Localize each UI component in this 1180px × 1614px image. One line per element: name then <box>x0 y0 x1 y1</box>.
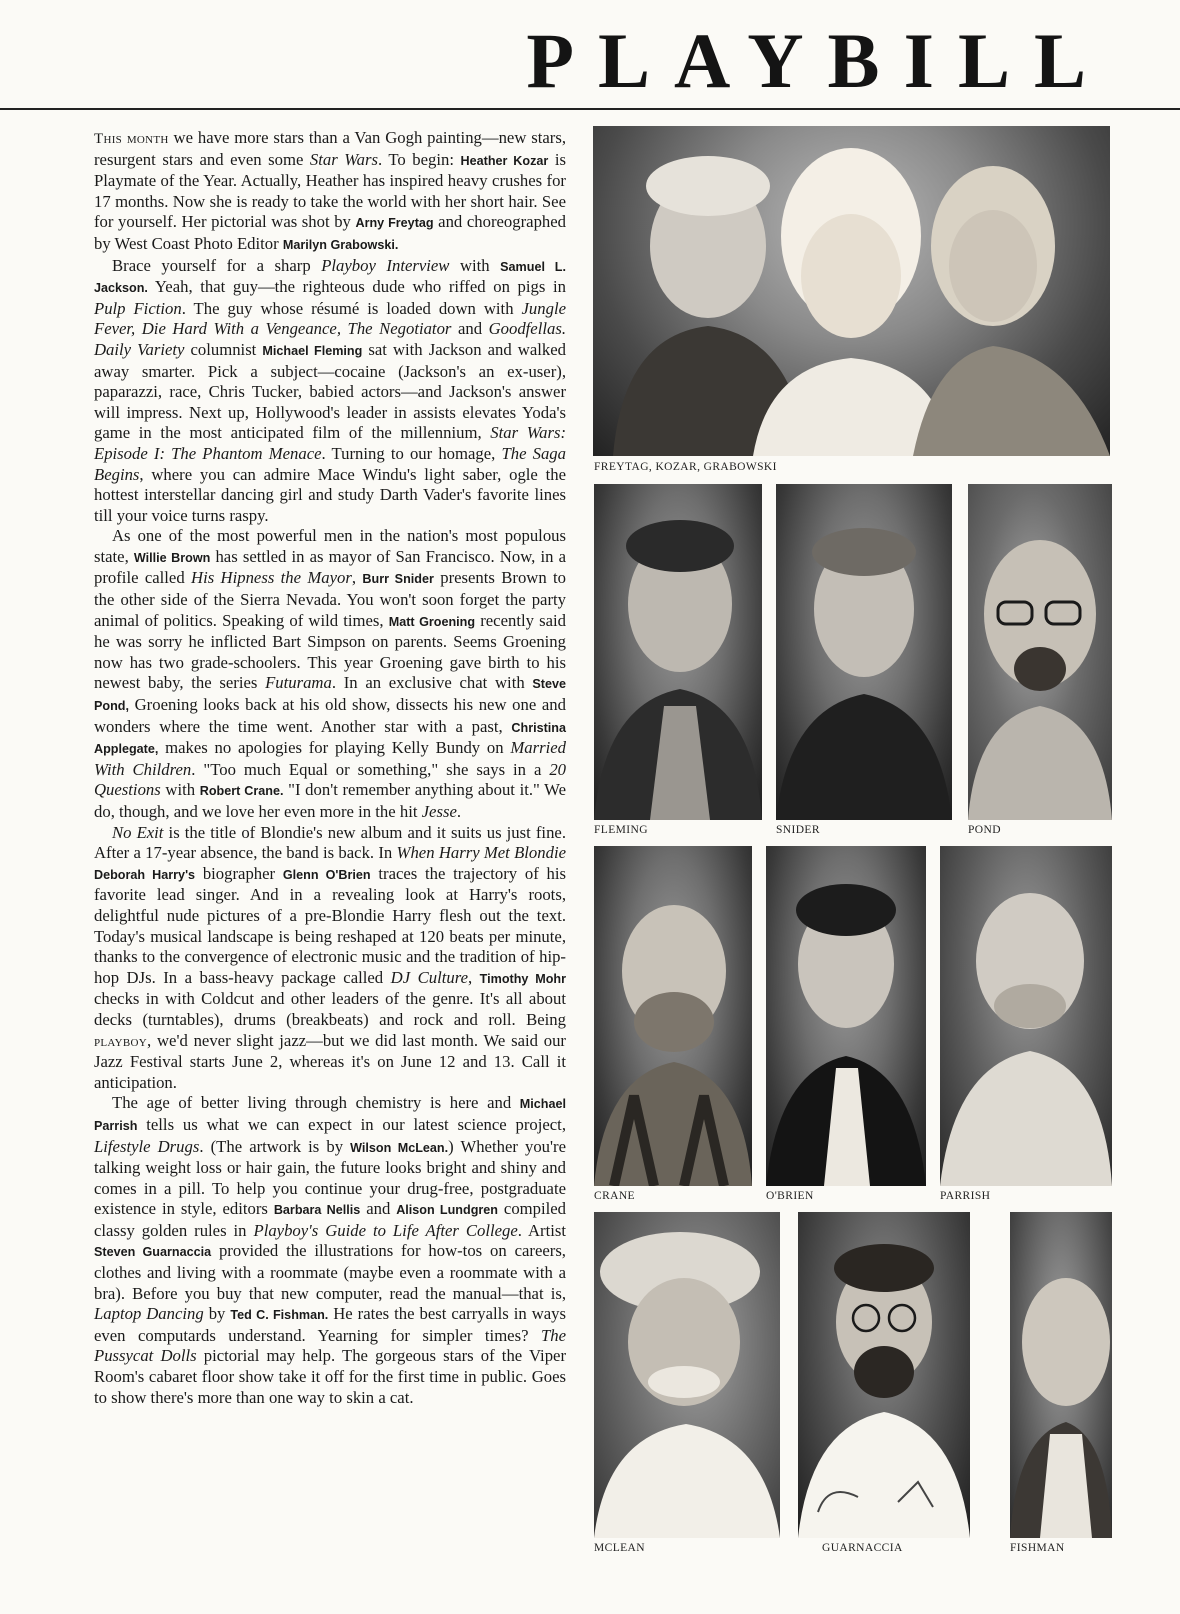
text-run: and <box>451 319 489 339</box>
contributor-name: Barbara Nellis <box>273 1203 361 1218</box>
italic-title: Jesse <box>421 802 457 821</box>
photo-pond <box>968 484 1112 820</box>
text-run: . In an exclusive chat with <box>331 673 533 693</box>
contributor-name: Wilson McLean. <box>350 1140 449 1155</box>
text-run: playboy <box>94 1033 148 1050</box>
text-run: . Artist <box>517 1220 566 1240</box>
caption-parrish: PARRISH <box>940 1190 991 1202</box>
italic-title: Jungle Fever, Die Hard With a Vengeance, The Negotiator <box>94 298 566 339</box>
photo-fishman <box>1010 1212 1112 1538</box>
text-run: sat with Jackson and walked away smarter. Pick a subject—cocaine (Jackson's an ex-user), paparazzi, race, Chris Tucker, babied actors—and Jackson's answer will impress. Next up, Hollywood's leader in assists elevates Yoda's game in the most anticipated film of the millennium, <box>94 339 566 443</box>
contributor-name: Steve Pond, <box>94 677 566 714</box>
text-run: , <box>351 568 363 588</box>
italic-title: Goodfellas. Daily Variety <box>94 319 566 359</box>
text-run: and <box>360 1199 397 1219</box>
masthead-rule <box>0 108 1180 110</box>
text-run: . To begin: <box>377 149 461 169</box>
italic-title: 20 Questions <box>94 759 567 800</box>
text-run: , we'd never slight jazz—but we did last month. We said our Jazz Festival starts June 2, whereas it's on June 12 and 13. Call it anticipation. <box>94 1030 566 1092</box>
text-run: makes no apologies for playing Kelly Bundy on <box>158 738 511 758</box>
contributor-name: Deborah Harry's <box>94 867 196 882</box>
text-run: biographer <box>195 863 283 883</box>
text-run: Yeah, that guy—the righteous dude who riffed on pigs in <box>147 277 566 297</box>
text-run: , <box>467 967 480 987</box>
text-run: Groening looks back at his old show, dissects his new one and wonders where the time went. Another star with a past, <box>94 695 566 736</box>
contributor-name: Arny Freytag <box>355 216 434 231</box>
contributor-name: Timothy Mohr <box>479 971 566 986</box>
photo-freytag-kozar-grabowski <box>593 126 1110 456</box>
italic-title: Pulp Fiction <box>94 298 182 318</box>
text-run: . The guy whose résumé is loaded down with <box>181 298 522 318</box>
caption-guarnaccia: GUARNACCIA <box>822 1542 903 1554</box>
photo-guarnaccia <box>798 1212 970 1538</box>
contributor-name: Steven Guarnaccia <box>94 1245 212 1260</box>
caption-snider: SNIDER <box>776 824 820 836</box>
photo-crane <box>594 846 752 1186</box>
photo-obrien <box>766 846 926 1186</box>
italic-title: The Pussycat Dolls <box>94 1325 566 1366</box>
italic-title: Lifestyle Drugs <box>94 1136 200 1156</box>
contributor-name: Marilyn Grabowski. <box>282 237 399 252</box>
article-paragraph <box>94 128 566 256</box>
text-run: columnist <box>184 339 263 359</box>
contributor-name: Robert Crane. <box>199 784 284 799</box>
caption-fishman: FISHMAN <box>1010 1542 1065 1554</box>
italic-title: His Hipness the Mayor <box>191 568 352 588</box>
contributor-name: Heather Kozar <box>460 153 549 168</box>
contributor-name: Christina Applegate, <box>94 720 566 757</box>
contributor-name: Michael Fleming <box>262 343 363 358</box>
text-run: This month <box>94 131 169 147</box>
text-run: . <box>456 802 462 821</box>
caption-main: FREYTAG, KOZAR, GRABOWSKI <box>594 461 777 473</box>
text-run: with <box>449 255 501 275</box>
italic-title: Playboy's Guide to Life After College <box>253 1220 518 1240</box>
article-paragraph <box>94 256 566 527</box>
text-run: tells us what we can expect in our latest science project, <box>137 1114 566 1134</box>
contributor-name: Burr Snider <box>362 572 434 587</box>
contributor-name: Samuel L. Jackson. <box>94 259 566 296</box>
text-run: recently said he was sorry he inflicted Bart Simpson on parents. Seems Groening now has two grade-schoolers. This year Groening gave birth to his newest baby, the series <box>94 610 566 693</box>
text-run: by <box>203 1304 231 1324</box>
text-run: provided the illustrations for how-tos on careers, clothes and living with a roommate (maybe even a roommate with a bra). Before you buy that new computer, read the manual—that is, <box>94 1241 566 1303</box>
text-run: compiled classy golden rules in <box>94 1199 567 1240</box>
contributor-name: Matt Groening <box>388 614 476 629</box>
text-run: . "Too much Equal or something," she says in a <box>191 759 550 779</box>
contributor-name: Willie Brown <box>133 550 211 565</box>
italic-title: When Harry Met Blondie <box>396 843 566 863</box>
text-run: and choreographed by West Coast Photo Editor <box>94 212 567 253</box>
caption-mclean: MCLEAN <box>594 1542 645 1554</box>
text-run: we have more stars than a Van Gogh painting—new stars, resurgent stars and even some <box>94 128 566 169</box>
text-run: presents Brown to the other side of the Sierra Nevada. You won't soon forget the party animal of politics. Speaking of wild times, <box>94 568 567 630</box>
photo-parrish <box>940 846 1112 1186</box>
text-run: has settled in as mayor of San Francisco. Now, in a profile called <box>94 546 566 588</box>
text-run: , where you can admire Mace Windu's light saber, ogle the hottest interstellar dancing girl and study Darth Vader's favorite lines till your voice turns raspy. <box>94 464 566 525</box>
italic-title: DJ Culture <box>390 967 468 987</box>
article-paragraph <box>94 1093 566 1408</box>
italic-title: Star Wars <box>309 149 378 169</box>
photo-mclean <box>594 1212 780 1538</box>
text-run: with <box>160 780 200 800</box>
article-paragraph <box>94 526 566 822</box>
contributor-name: Alison Lundgren <box>396 1203 498 1218</box>
article-paragraph <box>94 823 566 1094</box>
caption-fleming: FLEMING <box>594 824 648 836</box>
contributor-name: Ted C. Fishman. <box>230 1308 329 1323</box>
text-run: traces the trajectory of his favorite lead singer. And in a revealing look at Harry's roots, delightful nude pictures of a pre-Blondie Harry flesh out the text. Today's musical landscape is being reshaped at 120 beats per minute, thanks to the convergence of electronic music and the tradition of hip-hop DJs. In a bass-heavy package called <box>94 863 566 987</box>
text-run: ) Whether you're talking weight loss or hair gain, the future looks bright and shiny and comes in a pill. To help you continue your drug-free, postgraduate existence in style, editors <box>94 1136 566 1219</box>
text-run: As one of the most powerful men in the nation's most populous state, <box>94 526 566 566</box>
article-text <box>94 128 566 1408</box>
text-run: . Turning to our homage, <box>321 443 502 463</box>
italic-title: Futurama <box>265 673 332 693</box>
caption-obrien: O'BRIEN <box>766 1190 814 1202</box>
text-run: "I don't remember anything about it." We do, though, and we love her even more in the hit <box>94 780 567 821</box>
italic-title: The Saga Begins <box>94 443 566 484</box>
italic-title: Playboy Interview <box>321 255 450 275</box>
italic-title: Laptop Dancing <box>94 1304 204 1324</box>
italic-title: Star Wars: Episode I: The Phantom Menace <box>94 423 567 463</box>
text-run: The age of better living through chemistry is here and <box>112 1093 520 1113</box>
italic-title: Married With Children <box>94 738 566 779</box>
text-run: . (The artwork is by <box>199 1136 351 1156</box>
text-run: is the title of Blondie's new album and it suits us just fine. After a 17-year absence, the band is back. In <box>94 822 566 863</box>
caption-crane: CRANE <box>594 1190 635 1202</box>
text-run: Brace yourself for a sharp <box>112 255 322 275</box>
photo-fleming <box>594 484 762 820</box>
contributor-name: Michael Parrish <box>94 1097 566 1133</box>
text-run: is Playmate of the Year. Actually, Heather has inspired heavy crushes for 17 months. Now she is ready to take the world with her short hair. See for yourself. Her pictorial was shot by <box>94 149 566 232</box>
text-run: He rates the best carryalls in ways even computards understand. Yearning for simpler times? <box>94 1304 566 1345</box>
contributor-name: Glenn O'Brien <box>282 867 371 882</box>
text-run: checks in with Coldcut and other leaders of the genre. It's all about decks (turntables), drums (breakbeats) and rock and roll. Being <box>94 989 566 1029</box>
text-run: pictorial may help. The gorgeous stars of the Viper Room's cabaret floor show take it off for the first time in public. Goes to show there's more than one way to skin a cat. <box>94 1346 566 1407</box>
italic-title: No Exit <box>112 822 164 842</box>
masthead-title: PLAYBILL <box>526 17 1110 104</box>
caption-pond: POND <box>968 824 1001 836</box>
photo-snider <box>776 484 952 820</box>
